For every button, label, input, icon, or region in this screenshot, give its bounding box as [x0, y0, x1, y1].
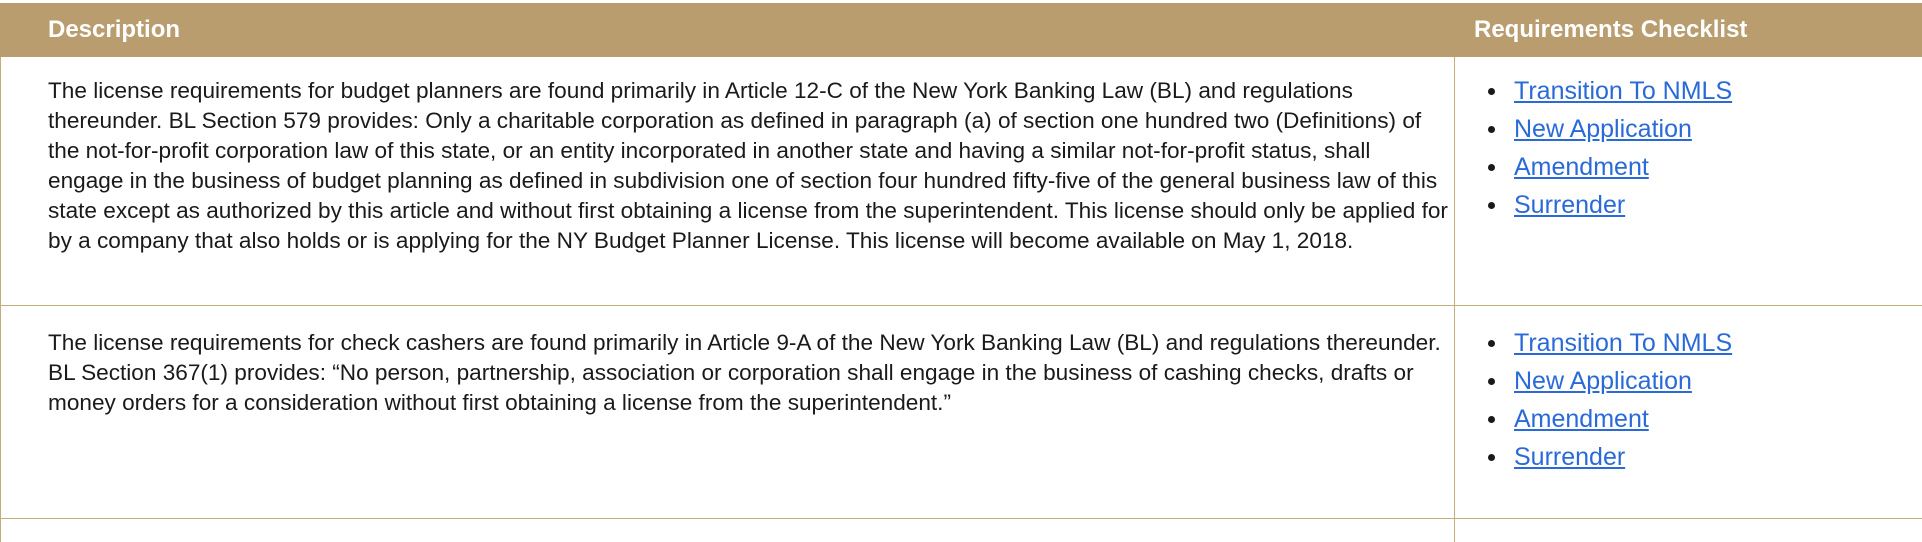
row-2-description: The license requirements for check cashers are found primarily in Article 9-A of the New York Banking Law (BL) and regulations thereunder. BL Section 367(1) provides: “No person, partnership, association or corporation shall engage in the business of cashing checks, drafts or money orders for a consideration without first obtaining a license from the superintendent.”: [48, 330, 1441, 415]
list-item: [1514, 362, 1732, 400]
row-1-link-surrender[interactable]: Surrender: [1514, 191, 1626, 219]
list-item: [1514, 400, 1732, 438]
header-description: Description: [48, 16, 181, 43]
row-1-link-amendment[interactable]: Amendment: [1514, 153, 1649, 181]
list-item: [1514, 186, 1732, 224]
list-item: [1514, 324, 1732, 362]
header-requirements-checklist: Requirements Checklist: [1474, 16, 1748, 43]
row-2-link-surrender[interactable]: Surrender: [1514, 443, 1626, 471]
row-divider-2: [0, 518, 1922, 519]
row-2-link-transition-to-nmls[interactable]: Transition To NMLS: [1514, 329, 1733, 357]
row-2-link-new-application[interactable]: New Application: [1514, 367, 1692, 395]
table-header: [0, 3, 1922, 57]
left-border: [0, 57, 1, 542]
list-item: [1514, 438, 1732, 476]
row-1-description: The license requirements for budget planners are found primarily in Article 12-C of the New York Banking Law (BL) and regulations thereunder. BL Section 579 provides: Only a charitable corporation as defined in paragraph (a) of section one hundred two (Definitions) of the not-for-profit corporation law of this state, or an entity incorporated in another state and having a similar not-for-profit status, shall engage in the business of budget planning as defined in subdivision one of section four hundred fifty-five of the general business law of this state except as authorized by this article and without first obtaining a license from the superintendent. This license should only be applied for by a company that also holds or is applying for the NY Budget Planner License. This license will become available on May 1, 2018.: [48, 78, 1448, 253]
list-item: [1514, 110, 1732, 148]
list-item: [1514, 148, 1732, 186]
row-1-link-transition-to-nmls[interactable]: Transition To NMLS: [1514, 77, 1733, 105]
row-2-link-amendment[interactable]: Amendment: [1514, 405, 1649, 433]
row-1-requirements-list: [1484, 72, 1732, 224]
column-divider: [1454, 57, 1455, 542]
row-divider-1: [0, 305, 1922, 306]
row-2-requirements-list: [1484, 324, 1732, 476]
row-1-link-new-application[interactable]: New Application: [1514, 115, 1692, 143]
list-item: [1514, 72, 1732, 110]
